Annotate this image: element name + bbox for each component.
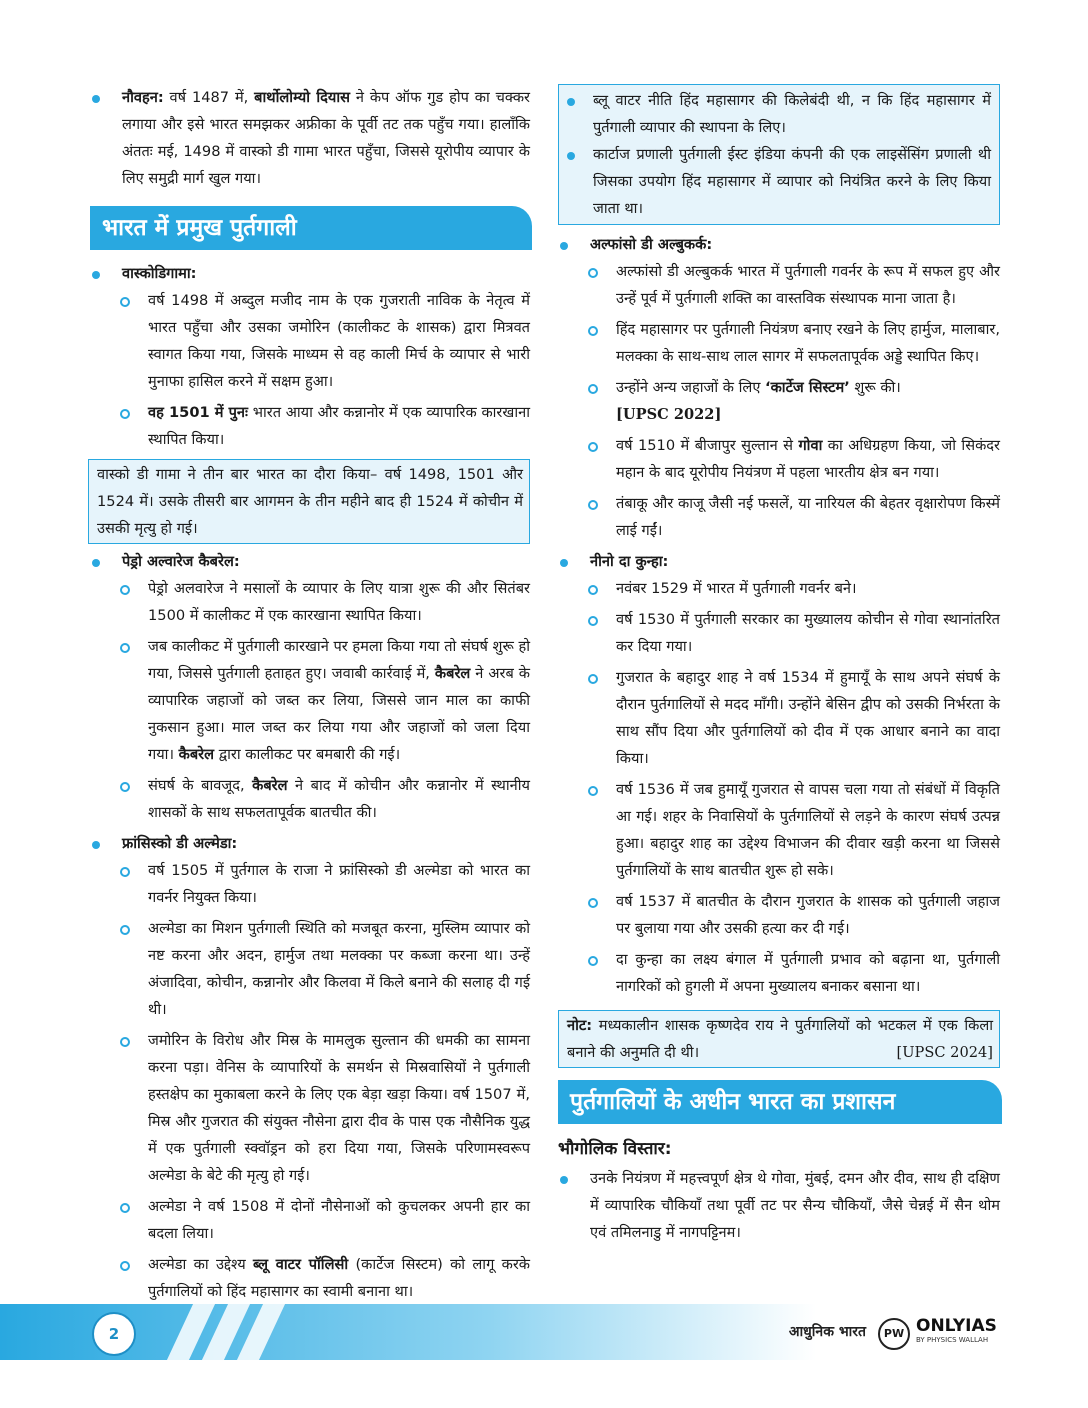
pw-logo-icon: PW [878, 1318, 910, 1350]
list-item [90, 260, 530, 287]
circle-bullet-icon [588, 674, 598, 684]
list-item: अल्मेडा ने वर्ष 1508 में दोनों नौसेनाओं को कुचलकर अपनी हार का बदला लिया। [90, 1193, 530, 1247]
bullet-icon [560, 559, 568, 567]
circle-bullet-icon [120, 867, 130, 877]
list-item: वर्ष 1505 में पुर्तगाल के राजा ने फ्रांसिस्को डी अल्मेडा को भारत का गवर्नर नियुक्त किया। [90, 857, 530, 911]
circle-bullet-icon [588, 500, 598, 510]
list-item: ब्लू वाटर नीति हिंद महासागर की किलेबंदी थी, न कि हिंद महासागर में पुर्तगाली व्यापार की स्थापना के लिए। [561, 87, 991, 141]
list-item: अल्मेडा का उद्देश्य ब्लू वाटर पॉलिसी (कार्टेज सिस्टम) को लागू करके पुर्तगालियों को हिंद महासागर का स्वामी बनाना था। [90, 1251, 530, 1305]
page-number: 2 [92, 1312, 136, 1356]
circle-bullet-icon [120, 585, 130, 595]
list-item: वर्ष 1536 में जब हुमायूँ गुजरात से वापस चला गया तो संबंधों में विकृति आ गई। शहर के निवासियों के पुर्तगालियों से लड़ने के कारण संघर्ष उत्पन्न हुआ। बहादुर शाह का उद्देश्य विभाजन की दीवार खड़ी करना था जिससे पुर्तगालियों के साथ बातचीत शुरू हो सके। [558, 776, 1000, 884]
bullet-icon [560, 1176, 568, 1184]
list-item: वर्ष 1510 में बीजापुर सुल्तान से गोवा का अधिग्रहण किया, जो सिकंदर महान के बाद यूरोपीय नियंत्रण में पहला भारतीय क्षेत्र बन गया। [558, 432, 1000, 486]
list-item: वर्ष 1537 में बातचीत के दौरान गुजरात के शासक को पुर्तगाली जहाज पर बुलाया गया और उसकी हत्या कर दी गई। [558, 888, 1000, 942]
bullet-icon [92, 271, 100, 279]
list-item: वह 1501 में पुनः भारत आया और कन्नानोर में एक व्यापारिक कारखाना स्थापित किया। [90, 399, 530, 453]
logo-text: ONLYIAS [916, 1316, 997, 1336]
upsc-tag: [UPSC 2022] [616, 406, 722, 423]
albuquerque-label: अल्फांसो डी अल्बुकर्क: [590, 236, 713, 253]
bullet-icon [567, 152, 575, 160]
circle-bullet-icon [120, 409, 130, 419]
logo-subtext: BY PHYSICS WALLAH [916, 1336, 989, 1344]
circle-bullet-icon [120, 1203, 130, 1213]
book-title: आधुनिक भारत [788, 1324, 866, 1340]
circle-bullet-icon [588, 616, 598, 626]
navahan-label: नौवहन: [122, 89, 164, 106]
circle-bullet-icon [588, 442, 598, 452]
circle-bullet-icon [588, 268, 598, 278]
nino-label: नीनो दा कुन्हा: [590, 553, 669, 570]
list-item: अल्मेडा का मिशन पुर्तगाली स्थिति को मजबूत करना, मुस्लिम व्यापार को नष्ट करना और अदन, हार्मुज तथा मलक्का पर कब्जा करना था। उन्हें अंजादिवा, कोचीन, कन्नानोर और किलवा में किले बनाने की सलाह दी गई थी। [90, 915, 530, 1023]
circle-bullet-icon [120, 1261, 130, 1271]
upsc-tag: [UPSC 2024] [896, 1044, 993, 1061]
publisher-logo [878, 1314, 998, 1350]
circle-bullet-icon [120, 297, 130, 307]
list-item [558, 548, 1000, 575]
circle-bullet-icon [120, 925, 130, 935]
list-item: नवंबर 1529 में भारत में पुर्तगाली गवर्नर बने। [558, 575, 1000, 602]
bullet-icon [92, 559, 100, 567]
cabral-label: पेड्रो अल्वारेज कैबरेल: [122, 553, 240, 570]
list-item: उन्होंने अन्य जहाजों के लिए ‘कार्टेज सिस्टम’ शुरू की। [UPSC 2022] [558, 374, 1000, 428]
circle-bullet-icon [120, 1037, 130, 1047]
list-item: वर्ष 1530 में पुर्तगाली सरकार का मुख्यालय कोचीन से गोवा स्थानांतरित कर दिया गया। [558, 606, 1000, 660]
circle-bullet-icon [588, 898, 598, 908]
almeida-label: फ्रांसिस्को डी अल्मेडा: [122, 835, 238, 852]
list-item: कार्टाज प्रणाली पुर्तगाली ईस्ट इंडिया कंपनी की एक लाइसेंसिंग प्रणाली थी जिसका उपयोग हिंद महासागर में व्यापार को नियंत्रित करने के लिए किया जाता था। [561, 141, 991, 222]
list-item [90, 830, 530, 857]
list-item: वर्ष 1498 में अब्दुल मजीद नाम के एक गुजराती नाविक के नेतृत्व में भारत पहुँचा और उसका जमोरिन (कालीकट के शासक) द्वारा मित्रवत स्वागत किया गया, जिसके माध्यम से वह काली मिर्च के व्यापार से भारी मुनाफा हासिल करने में सक्षम हुआ। [90, 287, 530, 395]
list-item: जब कालीकट में पुर्तगाली कारखाने पर हमला किया गया तो संघर्ष शुरू हो गया, जिससे पुर्तगाली हताहत हुए। जवाबी कार्रवाई में, कैबरेल ने अरब के व्यापारिक जहाजों को जब्त कर लिया, जिससे जान माल का काफी नुकसान हुआ। माल जब्त कर लिया गया और जहाजों को जला दिया गया। कैबरेल द्वारा कालीकट पर बमबारी की गई। [90, 633, 530, 768]
circle-bullet-icon [120, 643, 130, 653]
list-item: उनके नियंत्रण में महत्त्वपूर्ण क्षेत्र थे गोवा, मुंबई, दमन और दीव, साथ ही दक्षिण में व्यापारिक चौकियाँ तथा पूर्वी तट पर सैन्य चौकियाँ, जैसे चेन्नई में सैन थोम एवं तमिलनाडु में नागपट्टिनम। [558, 1165, 1000, 1246]
list-item [558, 231, 1000, 258]
page-footer [0, 1304, 1088, 1360]
circle-bullet-icon [588, 956, 598, 966]
circle-bullet-icon [588, 326, 598, 336]
list-item: पेड्रो अलवारेज ने मसालों के व्यापार के लिए यात्रा शुरू की और सितंबर 1500 में कालीकट में एक कारखाना स्थापित किया। [90, 575, 530, 629]
circle-bullet-icon [588, 786, 598, 796]
list-item: नौवहन: वर्ष 1487 में, बार्थोलोम्यो दियास ने केप ऑफ गुड होप का चक्कर लगाया और इसे भारत समझकर अफ्रीका के पूर्वी तट तक पहुँच गया। हालाँकि अंततः मई, 1498 में वास्को डी गामा भारत पहुँचा, जिससे यूरोपीय व्यापार के लिए समुद्री मार्ग खुल गया। [90, 84, 530, 192]
note-box: नोट: मध्यकालीन शासक कृष्णदेव राय ने पुर्तगालियों को भटकल में एक किला बनाने की अनुमति दी थी। [UPSC 2024] [558, 1010, 1000, 1068]
list-item: हिंद महासागर पर पुर्तगाली नियंत्रण बनाए रखने के लिए हार्मुज, मालाबार, मलक्का के साथ-साथ लाल सागर में सफलतापूर्वक अड्डे स्थापित किए। [558, 316, 1000, 370]
left-column [90, 84, 530, 1305]
list-item: संघर्ष के बावजूद, कैबरेल ने बाद में कोचीन और कन्नानोर में स्थानीय शासकों के साथ सफलतापूर्वक बातचीत की। [90, 772, 530, 826]
sub-heading: भौगोलिक विस्तार: [558, 1139, 672, 1159]
circle-bullet-icon [588, 384, 598, 394]
section-title: भारत में प्रमुख पुर्तगाली [90, 206, 532, 250]
right-column [558, 84, 1000, 1246]
info-box: वास्को डी गामा ने तीन बार भारत का दौरा किया– वर्ष 1498, 1501 और 1524 में। उसके तीसरी बार आगमन के तीन महीने बाद ही 1524 में कोचीन में उसकी मृत्यु हो गई। [88, 459, 530, 544]
vasco-label: वास्कोडिगामा: [122, 265, 197, 282]
circle-bullet-icon [120, 782, 130, 792]
circle-bullet-icon [588, 585, 598, 595]
list-item: दा कुन्हा का लक्ष्य बंगाल में पुर्तगाली प्रभाव को बढ़ाना था, पुर्तगाली नागरिकों को हुगली में अपना मुख्यालय बनाकर बसाना था। [558, 946, 1000, 1000]
section-title: पुर्तगालियों के अधीन भारत का प्रशासन [558, 1080, 1002, 1124]
bullet-icon [92, 95, 100, 103]
list-item [90, 548, 530, 575]
list-item: गुजरात के बहादुर शाह ने वर्ष 1534 में हुमायूँ के साथ अपने संघर्ष के दौरान पुर्तगालियों से मदद माँगी। उन्होंने बेसिन द्वीप को उसकी निर्भरता के साथ सौंप दिया और पुर्तगालियों को दीव में एक आधार बनाने का वादा किया। [558, 664, 1000, 772]
list-item: तंबाकू और काजू जैसी नई फसलें, या नारियल की बेहतर वृक्षारोपण किस्में लाई गईं। [558, 490, 1000, 544]
info-box [558, 84, 1000, 225]
bullet-icon [560, 242, 568, 250]
bullet-icon [567, 98, 575, 106]
list-item: जमोरिन के विरोध और मिस्र के मामलुक सुल्तान की धमकी का सामना करना पड़ा। वेनिस के व्यापारियों के समर्थन से मिस्रवासियों ने पुर्तगाली हस्तक्षेप का मुकाबला करने के लिए एक बेड़ा खड़ा किया। वर्ष 1507 में, मिस्र और गुजरात की संयुक्त नौसेना द्वारा दीव के पास एक नौसैनिक युद्ध में एक पुर्तगाली स्क्वॉड्रन को हरा दिया गया, जिसके परिणामस्वरूप अल्मेडा के बेटे की मृत्यु हो गई। [90, 1027, 530, 1189]
bullet-icon [92, 841, 100, 849]
list-item: अल्फांसो डी अल्बुकर्क भारत में पुर्तगाली गवर्नर के रूप में सफल हुए और उन्हें पूर्व में पुर्तगाली शक्ति का वास्तविक संस्थापक माना जाता है। [558, 258, 1000, 312]
